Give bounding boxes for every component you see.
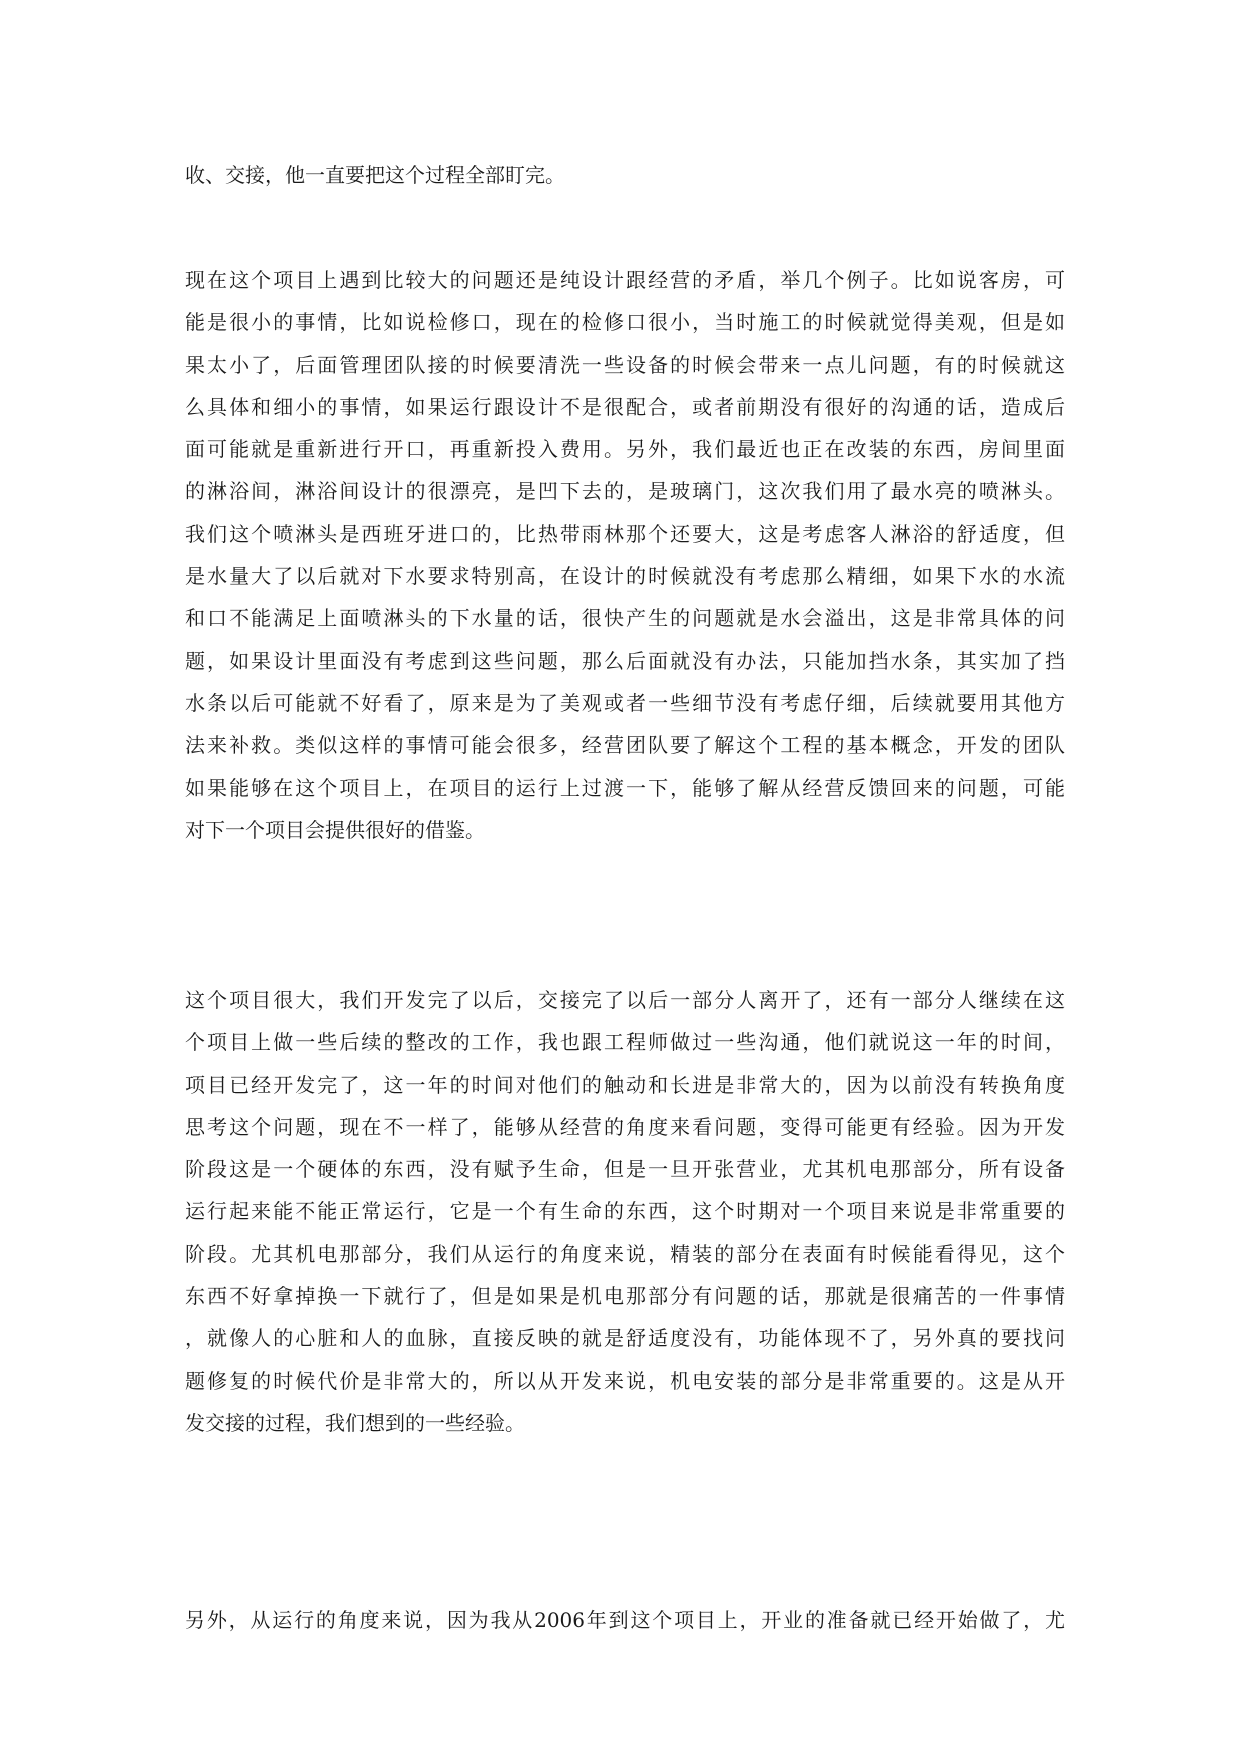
text-line: 思考这个问题，现在不一样了，能够从经营的角度来看问题，变得可能更有经验。因为开发 <box>185 1114 1065 1139</box>
text-line: 收、交接，他一直要把这个过程全部盯完。 <box>185 163 565 187</box>
text-line: 阶段。尤其机电那部分，我们从运行的角度来说，精装的部分在表面有时候能看得见，这个 <box>185 1241 1065 1266</box>
text-line: 发交接的过程，我们想到的一些经验。 <box>185 1410 525 1435</box>
text-line: 题，如果设计里面没有考虑到这些问题，那么后面就没有办法，只能加挡水条，其实加了挡 <box>185 648 1065 673</box>
text-line: 水条以后可能就不好看了，原来是为了美观或者一些细节没有考虑仔细，后续就要用其他方 <box>185 690 1065 715</box>
text-line: 现在这个项目上遇到比较大的问题还是纯设计跟经营的矛盾，举几个例子。比如说客房，可 <box>185 268 1065 292</box>
text-line: 另外，从运行的角度来说，因为我从2006年到这个项目上，开业的准备就已经开始做了，尤 <box>185 1608 1065 1632</box>
text-line: 个项目上做一些后续的整改的工作，我也跟工程师做过一些沟通，他们就说这一年的时间， <box>185 1030 1065 1055</box>
text-line: 这个项目很大，我们开发完了以后，交接完了以后一部分人离开了，还有一部分人继续在这 <box>185 988 1065 1012</box>
text-line: 面可能就是重新进行开口，再重新投入费用。另外，我们最近也正在改装的东西，房间里面 <box>185 437 1065 462</box>
text-line: ，就像人的心脏和人的血脉，直接反映的就是舒适度没有，功能体现不了，另外真的要找问 <box>185 1326 1065 1351</box>
text-line: 果太小了，后面管理团队接的时候要清洗一些设备的时候会带来一点儿问题，有的时候就这 <box>185 352 1065 377</box>
text-line: 和口不能满足上面喷淋头的下水量的话，很快产生的问题就是水会溢出，这是非常具体的问 <box>185 606 1065 631</box>
text-line: 对下一个项目会提供很好的借鉴。 <box>185 817 485 842</box>
paragraph-4 <box>185 1599 1065 1641</box>
text-line: 么具体和细小的事情，如果运行跟设计不是很配合，或者前期没有很好的沟通的话，造成后 <box>185 394 1065 419</box>
text-line: 我们这个喷淋头是西班牙进口的，比热带雨林那个还要大，这是考虑客人淋浴的舒适度，但 <box>185 521 1065 546</box>
text-line: 项目已经开发完了，这一年的时间对他们的触动和长进是非常大的，因为以前没有转换角度 <box>185 1072 1065 1097</box>
paragraph-2 <box>185 259 1065 851</box>
text-line: 法来补救。类似这样的事情可能会很多，经营团队要了解这个工程的基本概念，开发的团队 <box>185 733 1065 758</box>
paragraph-1 <box>185 154 1065 196</box>
text-line: 运行起来能不能正常运行，它是一个有生命的东西，这个时期对一个项目来说是非常重要的 <box>185 1199 1065 1224</box>
text-line: 阶段这是一个硬体的东西，没有赋予生命，但是一旦开张营业，尤其机电那部分，所有设备 <box>185 1157 1065 1182</box>
text-line: 如果能够在这个项目上，在项目的运行上过渡一下，能够了解从经营反馈回来的问题，可能 <box>185 775 1065 800</box>
text-line: 是水量大了以后就对下水要求特别高，在设计的时候就没有考虑那么精细，如果下水的水流 <box>185 564 1065 589</box>
text-line: 能是很小的事情，比如说检修口，现在的检修口很小，当时施工的时候就觉得美观，但是如 <box>185 310 1065 335</box>
text-line: 题修复的时候代价是非常大的，所以从开发来说，机电安装的部分是非常重要的。这是从开 <box>185 1368 1065 1393</box>
text-line: 的淋浴间，淋浴间设计的很漂亮，是凹下去的，是玻璃门，这次我们用了最水亮的喷淋头。 <box>185 479 1065 504</box>
paragraph-3 <box>185 979 1065 1444</box>
text-line: 东西不好拿掉换一下就行了，但是如果是机电那部分有问题的话，那就是很痛苦的一件事情 <box>185 1284 1065 1309</box>
